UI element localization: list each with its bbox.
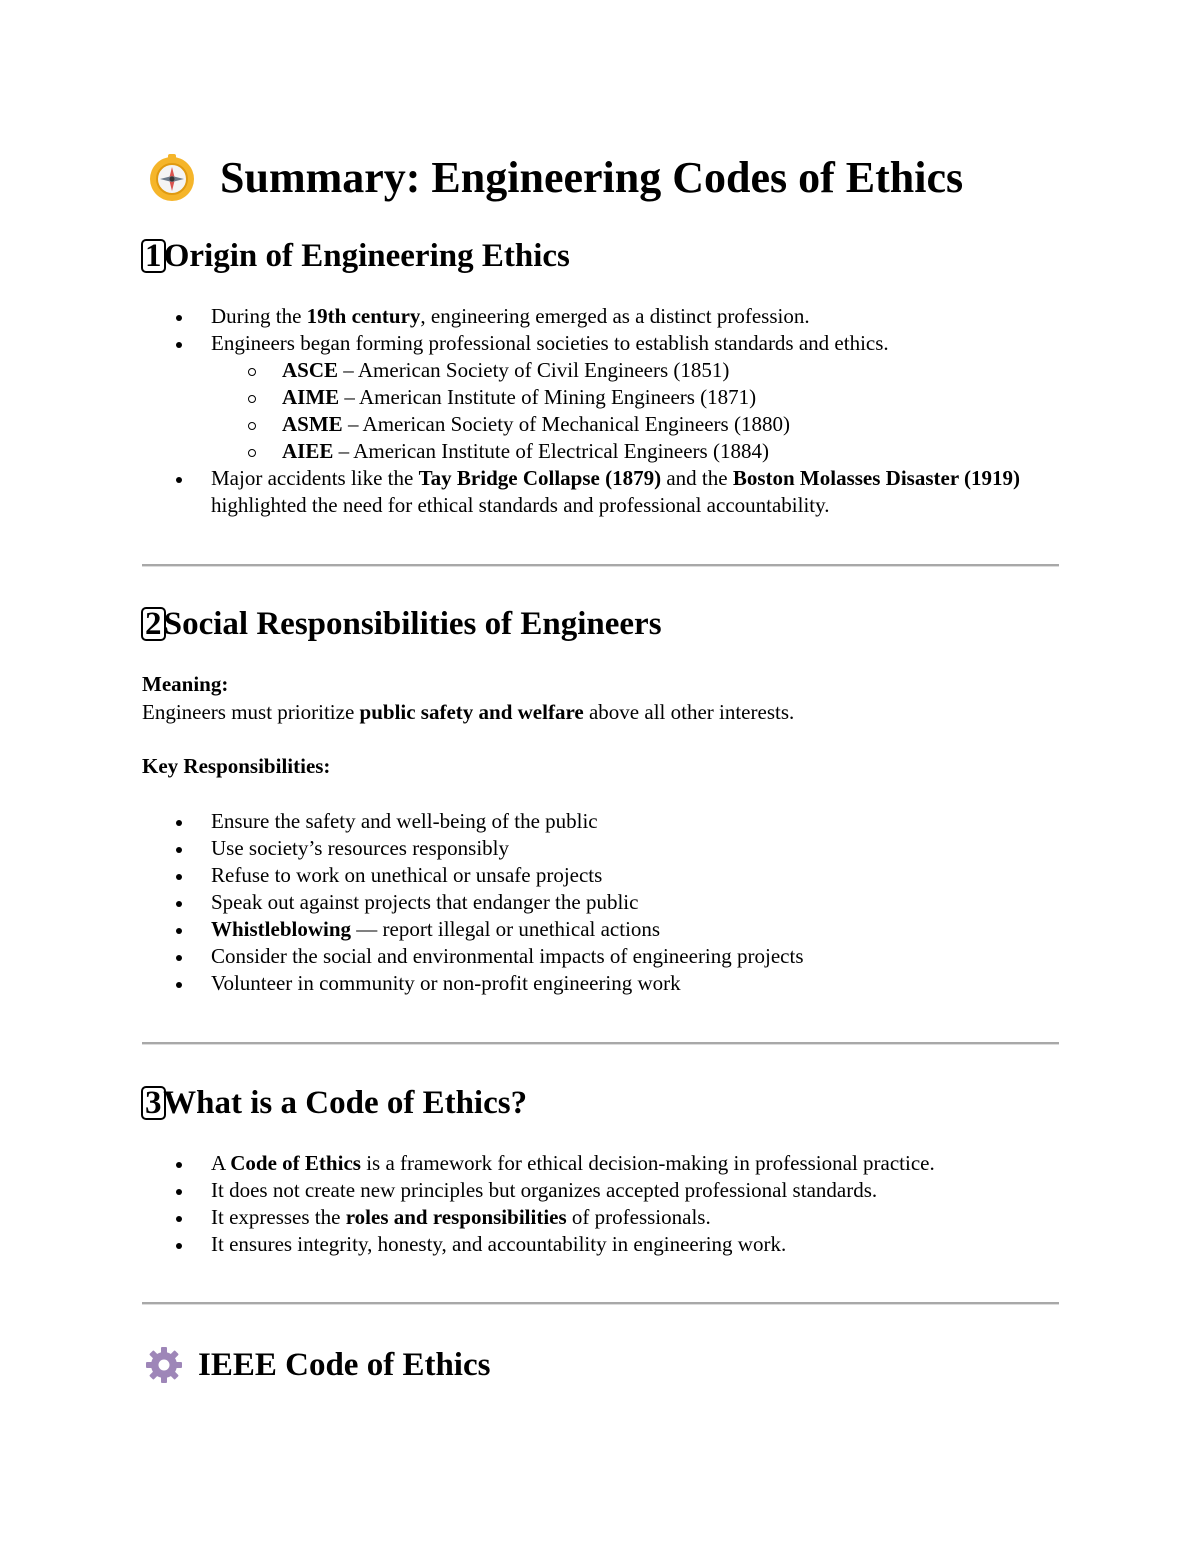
- section-heading-text: IEEE Code of Ethics: [198, 1347, 491, 1383]
- section-3-list: [0, 1150, 935, 1258]
- list-item: Whistleblowing — report illegal or unethical actions: [0, 916, 804, 943]
- section-heading-text: Origin of Engineering Ethics: [163, 238, 570, 274]
- list-item: Speak out against projects that endanger the public: [0, 889, 804, 916]
- list-item: Ensure the safety and well-being of the public: [0, 808, 804, 835]
- section-2-heading: [141, 604, 662, 644]
- horizontal-rule: [142, 1302, 1059, 1305]
- section-3-heading: [141, 1083, 527, 1123]
- list-item: It does not create new principles but organizes accepted professional standards.: [0, 1177, 935, 1204]
- document-title: [146, 150, 963, 206]
- list-item: Engineers began forming professional societies to establish standards and ethics.: [0, 330, 1061, 357]
- list-item: It expresses the roles and responsibilities of professionals.: [0, 1204, 935, 1231]
- horizontal-rule: [142, 564, 1059, 567]
- list-item: A Code of Ethics is a framework for ethical decision-making in professional practice.: [0, 1150, 935, 1177]
- meaning-label: Meaning:: [142, 672, 229, 696]
- gear-icon: [144, 1345, 184, 1385]
- list-item: Refuse to work on unethical or unsafe projects: [0, 862, 804, 889]
- list-item: Use society’s resources responsibly: [0, 835, 804, 862]
- section-1-heading: [141, 236, 570, 276]
- compass-icon: [146, 152, 198, 204]
- section-heading-text: What is a Code of Ethics?: [163, 1085, 528, 1121]
- society-item: ASME – American Society of Mechanical Engineers (1880): [0, 411, 1061, 438]
- horizontal-rule: [142, 1042, 1059, 1045]
- section-number-badge: 1: [141, 239, 166, 273]
- meaning-text: Engineers must prioritize public safety and welfare above all other interests.: [142, 700, 795, 724]
- section-number-badge: 2: [141, 607, 166, 641]
- society-item: AIEE – American Institute of Electrical Engineers (1884): [0, 438, 1061, 465]
- key-responsibilities-label: Key Responsibilities:: [142, 754, 331, 778]
- section-1-list: [0, 303, 1061, 519]
- section-heading-text: Social Responsibilities of Engineers: [163, 606, 662, 642]
- title-text: Summary: Engineering Codes of Ethics: [220, 153, 964, 202]
- society-item: ASCE – American Society of Civil Engineers (1851): [0, 357, 1061, 384]
- list-item: Volunteer in community or non-profit engineering work: [0, 970, 804, 997]
- list-item: Major accidents like the Tay Bridge Collapse (1879) and the Boston Molasses Disaster (1919) highlighted the need for ethical standards and professional accountability.: [0, 465, 1061, 519]
- section-2-list: [0, 808, 804, 997]
- section-number-badge: 3: [141, 1086, 166, 1120]
- list-item: Consider the social and environmental impacts of engineering projects: [0, 943, 804, 970]
- list-item: During the 19th century, engineering emerged as a distinct profession.: [0, 303, 1061, 330]
- section-4-heading: [144, 1345, 490, 1385]
- society-item: AIME – American Institute of Mining Engineers (1871): [0, 384, 1061, 411]
- list-item: It ensures integrity, honesty, and accountability in engineering work.: [0, 1231, 935, 1258]
